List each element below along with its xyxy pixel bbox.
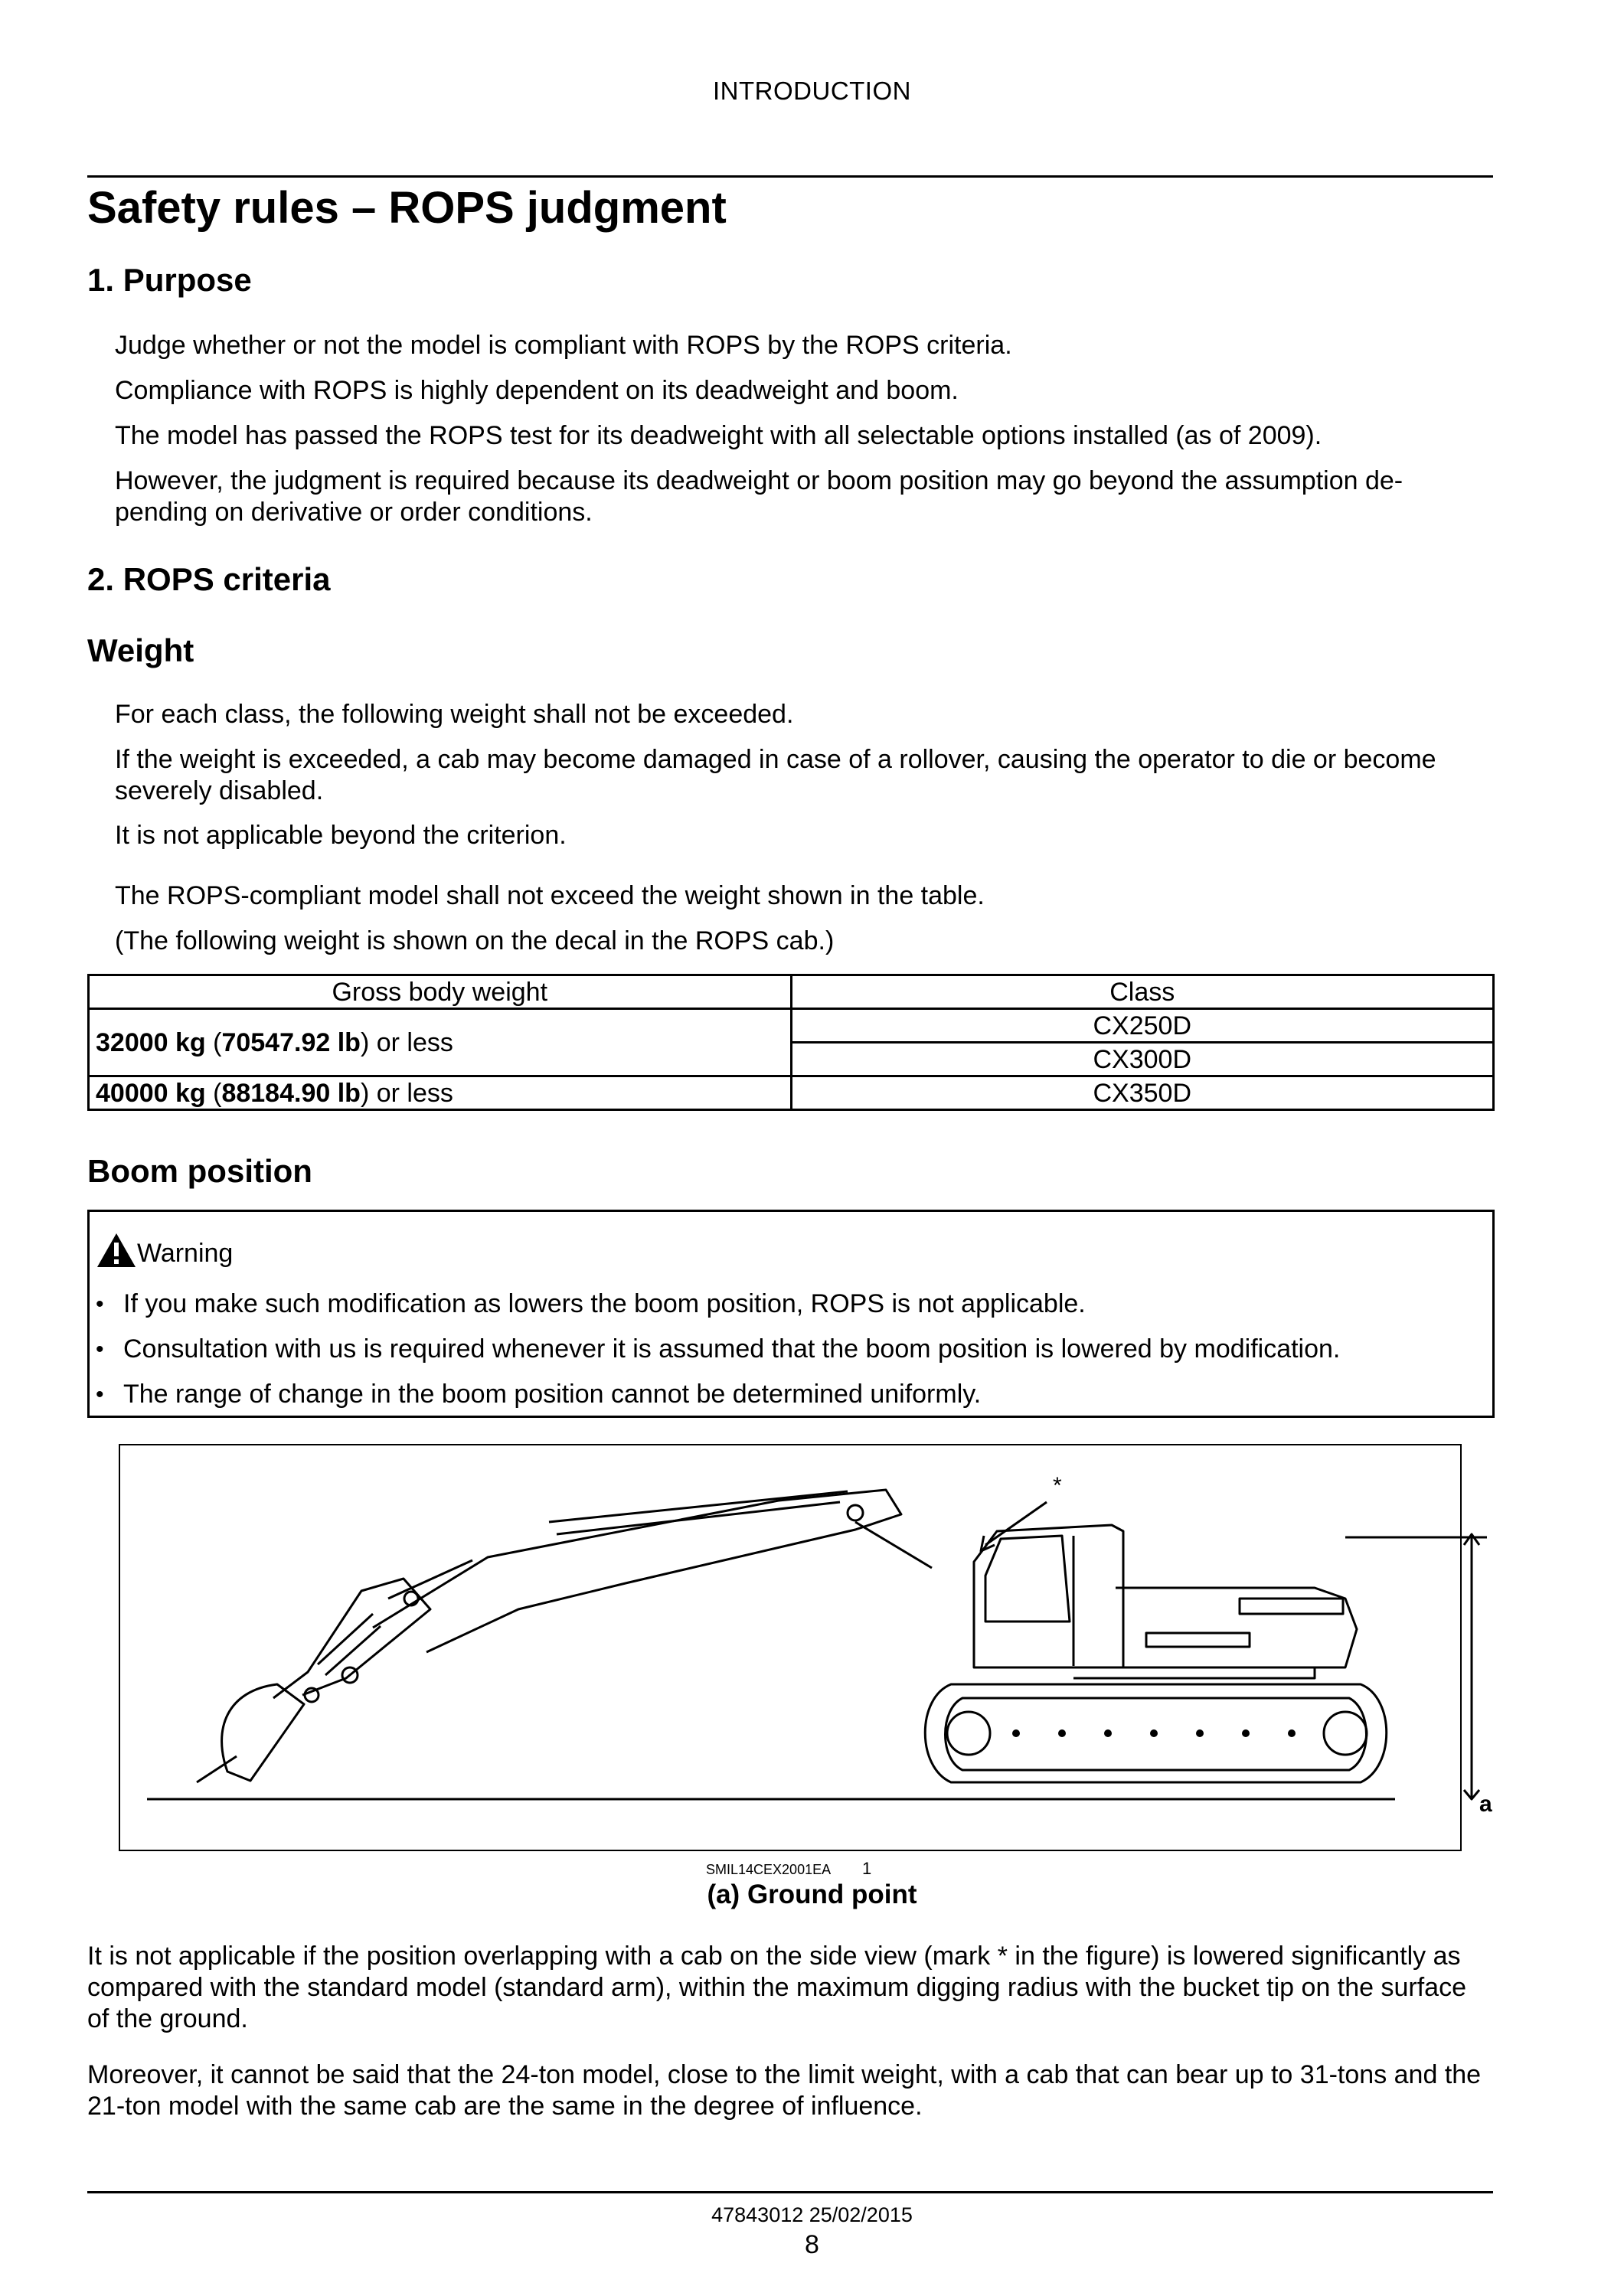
purpose-paragraph: Judge whether or not the model is compliant with ROPS by the ROPS criteria. — [115, 331, 1012, 360]
header-rule — [87, 175, 1493, 178]
subheading-weight: Weight — [87, 632, 194, 668]
table-header-row — [89, 975, 1494, 1009]
weight-table — [87, 974, 1495, 1111]
list-item: • If you make such modification as lowers the boom position, ROPS is not applicable. — [90, 1288, 1340, 1334]
figure-caption: (a) Ground point — [707, 1880, 917, 1909]
warning-title — [96, 1232, 233, 1269]
weight-paragraph: The ROPS-compliant model shall not exceed the weight shown in the table. — [115, 881, 985, 910]
warning-label: Warning — [137, 1239, 234, 1268]
excavator-side-view-illustration — [120, 1445, 1492, 1850]
table-cell-class: CX300D — [791, 1043, 1494, 1076]
star-mark: * — [1053, 1473, 1062, 1498]
table-row — [89, 1009, 1494, 1043]
purpose-paragraph: However, the judgment is required because its deadweight or boom position may go beyond the assumption de-pending on derivative or order conditions. — [115, 466, 1403, 527]
boom-paragraph: It is not applicable if the position overlapping with a cab on the side view (mark * in the figure) is lowered significantly as compared with the standard model (standard arm), within the maximum digging radius with the bucket tip on the surface of the ground. — [87, 1942, 1467, 2033]
table-cell-weight: 32000 kg (70547.92 lb) or less — [89, 1009, 792, 1076]
a-mark: a — [1479, 1791, 1492, 1817]
footer-rule — [87, 2191, 1493, 2193]
document-reference: 47843012 25/02/2015 — [711, 2203, 913, 2226]
section-heading-criteria: 2. ROPS criteria — [87, 561, 331, 597]
page-title: Safety rules – ROPS judgment — [87, 183, 727, 233]
warning-triangle-icon — [96, 1232, 137, 1269]
weight-paragraph: (The following weight is shown on the decal in the ROPS cab.) — [115, 926, 835, 955]
subheading-boom-position: Boom position — [87, 1153, 312, 1189]
purpose-paragraph: Compliance with ROPS is highly dependent on its deadweight and boom. — [115, 376, 959, 405]
figure-reference: SMIL14CEX2001EA — [706, 1862, 832, 1877]
table-header-cell: Gross body weight — [89, 975, 792, 1009]
figure-number: 1 — [862, 1859, 872, 1878]
table-header-cell: Class — [791, 975, 1494, 1009]
boom-paragraph: Moreover, it cannot be said that the 24-ton model, close to the limit weight, with a cab that can bear up to 31-tons and the 21-ton model with the same cab are the same in the degree of influence. — [87, 2060, 1482, 2121]
section-heading-purpose: 1. Purpose — [87, 262, 252, 298]
weight-paragraph: If the weight is exceeded, a cab may become damaged in case of a rollover, causing the operator to die or become severely disabled. — [115, 745, 1436, 805]
list-item: • Consultation with us is required whenever it is assumed that the boom position is lowered by modification. — [90, 1334, 1340, 1379]
running-header: INTRODUCTION — [713, 77, 911, 105]
list-item: • The range of change in the boom position cannot be determined uniformly. — [90, 1379, 1340, 1424]
weight-paragraph: For each class, the following weight shall not be exceeded. — [115, 700, 794, 729]
excavator-figure — [119, 1444, 1492, 1851]
page-number: 8 — [805, 2230, 819, 2259]
table-cell-weight: 40000 kg (88184.90 lb) or less — [89, 1076, 792, 1110]
table-row — [89, 1076, 1494, 1110]
table-cell-class: CX250D — [791, 1009, 1494, 1043]
weight-paragraph: It is not applicable beyond the criterion. — [115, 821, 567, 850]
warning-box — [87, 1210, 1495, 1418]
warning-list — [90, 1288, 1340, 1424]
table-cell-class: CX350D — [791, 1076, 1494, 1110]
purpose-paragraph: The model has passed the ROPS test for its deadweight with all selectable options installed (as of 2009). — [115, 421, 1322, 450]
